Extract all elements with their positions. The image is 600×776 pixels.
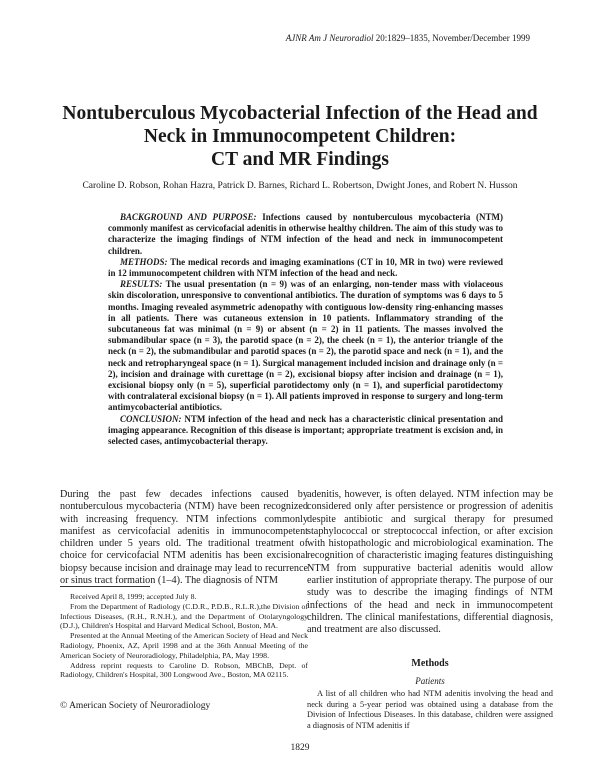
patients-subheading: Patients [415, 676, 445, 686]
article-title [40, 102, 560, 171]
results-label: RESULTS: [120, 279, 163, 290]
background-label: BACKGROUND AND PURPOSE: [120, 212, 257, 222]
footnote-reprints: Address reprint requests to Caroline D. Robson, MBChB, Dept. of Radiology, Children's Hospital, 300 Longwood Ave., Boston, MA 02115. [60, 660, 308, 680]
footnotes [60, 592, 308, 680]
footnote-divider [60, 586, 150, 587]
abstract [108, 212, 503, 447]
body-right-column [307, 489, 553, 637]
footnote-affiliations: From the Department of Radiology (C.D.R., P.D.B., R.L.R.),the Division of Infectious Diseases, (R.H., R.N.H.), and the Department of Otolaryngology (D.J.), Children's Hospital and Harvard Medical School, Boston, MA. [60, 601, 308, 631]
running-head [286, 33, 530, 43]
intro-paragraph-left: During the past few decades infections caused by nontuberculous mycobacteria (NTM) have been recognized with increasing frequency. NTM infections commonly manifest as cervicofacial adenitis in immunocompetent children under 5 years old. The traditional treatment of choice for cervicofacial NTM adenitis has been excisional biopsy because incision and drainage may lead to recurrence or sinus tract formation (1–4). The diagnosis of NTM [60, 489, 308, 587]
abstract-results [108, 279, 503, 413]
page-number: 1829 [290, 743, 310, 753]
patients-paragraph: A list of all children who had NTM adenitis involving the head and neck during a 5-year period was obtained using a database from the Division of Infectious Diseases. In this database, children were assigned a diagnosis of NTM adenitis if [307, 689, 553, 730]
background-text: Infections caused by nontuberculous mycobacteria (NTM) commonly manifest as cervicofacial adenitis in otherwise healthy children. The aim of this study was to characterize the imaging findings of NTM infection of the head and neck in immunocompetent children. [108, 212, 503, 256]
title-line-3: CT and MR Findings [211, 149, 389, 170]
citation: 20:1829–1835, November/December 1999 [375, 33, 530, 43]
intro-paragraph-right: adenitis, however, is often delayed. NTM infection may be considered only after persistence or progression of adenitis despite antibiotic and surgical therapy for presumed staphylococcal or streptococcal infection, or after excision with histopathologic and microbiological examination. The recognition of characteristic imaging features distinguishing NTM from suppurative bacterial adenitis would allow earlier institution of appropriate therapy. The purpose of our study was to describe the imaging findings of NTM infections of the head and neck in immunocompetent children. The clinical manifestations, differential diagnosis, and treatment are also discussed. [307, 489, 553, 636]
title-line-2: Neck in Immunocompetent Children: [143, 126, 457, 147]
methods-heading: Methods [411, 658, 449, 669]
journal-name: AJNR Am J Neuroradiol [285, 33, 374, 43]
abstract-methods [108, 257, 503, 279]
abstract-background [108, 212, 503, 257]
conclusion-text: NTM infection of the head and neck has a characteristic clinical presentation and imaging appearance. Recognition of this disease is important; appropriate treatment is excision and, in selected cases, antimycobacterial therapy. [108, 413, 503, 447]
methods-text: The medical records and imaging examinations (CT in 10, MR in two) were reviewed in 12 immunocompetent children with NTM infection of the head and neck. [108, 256, 503, 279]
footnote-presented: Presented at the Annual Meeting of the American Society of Head and Neck Radiology, Phoenix, AZ, April 1998 and at the 36th Annual Meeting of the American Society of Neuroradiology, Philadelphia, PA, May 1998. [60, 631, 308, 660]
footnote-received: Received April 8, 1999; accepted July 8. [70, 592, 197, 601]
title-line-1: Nontuberculous Mycobacterial Infection of the Head and [62, 103, 538, 124]
abstract-conclusion [108, 414, 503, 448]
methods-label: METHODS: [120, 256, 168, 267]
patients-section [307, 689, 553, 731]
results-text: The usual presentation (n = 9) was of an enlarging, non-tender mass with violaceous skin discoloration, unresponsive to conventional antibiotics. The duration of symptoms was 6 days to 5 months. Imaging revealed asymmetric adenopathy with contiguous low-density ring-enhancing masses in all patients. There was cutaneous extension in 10 patients. Inflammatory stranding of the subcutaneous fat was minimal (n = 9) or absent (n = 2) in 11 patients. The masses involved the submandibular space (n = 3), the parotid space (n = 2), the cheek (n = 1), the anterior triangle of the neck (n = 2), the submandibular and parotid spaces (n = 2), the parotid space and neck (n = 1), and the neck and retropharyngeal space (n = 1). Surgical management included incision and drainage only (n = 2), incision and drainage with curettage (n = 2), excisional biopsy after incision and drainage (n = 1), excisional biopsy only (n = 5), superficial parotidectomy only (n = 1), and superficial parotidectomy with contralateral excisional biopsy (n = 1). All patients improved in response to surgery and long-term antimycobacterial antibiotics. [108, 279, 503, 413]
author-list: Caroline D. Robson, Rohan Hazra, Patrick D. Barnes, Richard L. Robertson, Dwight Jones, and Robert N. Husson [82, 181, 518, 191]
body-left-column [60, 489, 308, 587]
copyright-notice: © American Society of Neuroradiology [60, 701, 211, 711]
conclusion-label: CONCLUSION: [120, 413, 182, 424]
